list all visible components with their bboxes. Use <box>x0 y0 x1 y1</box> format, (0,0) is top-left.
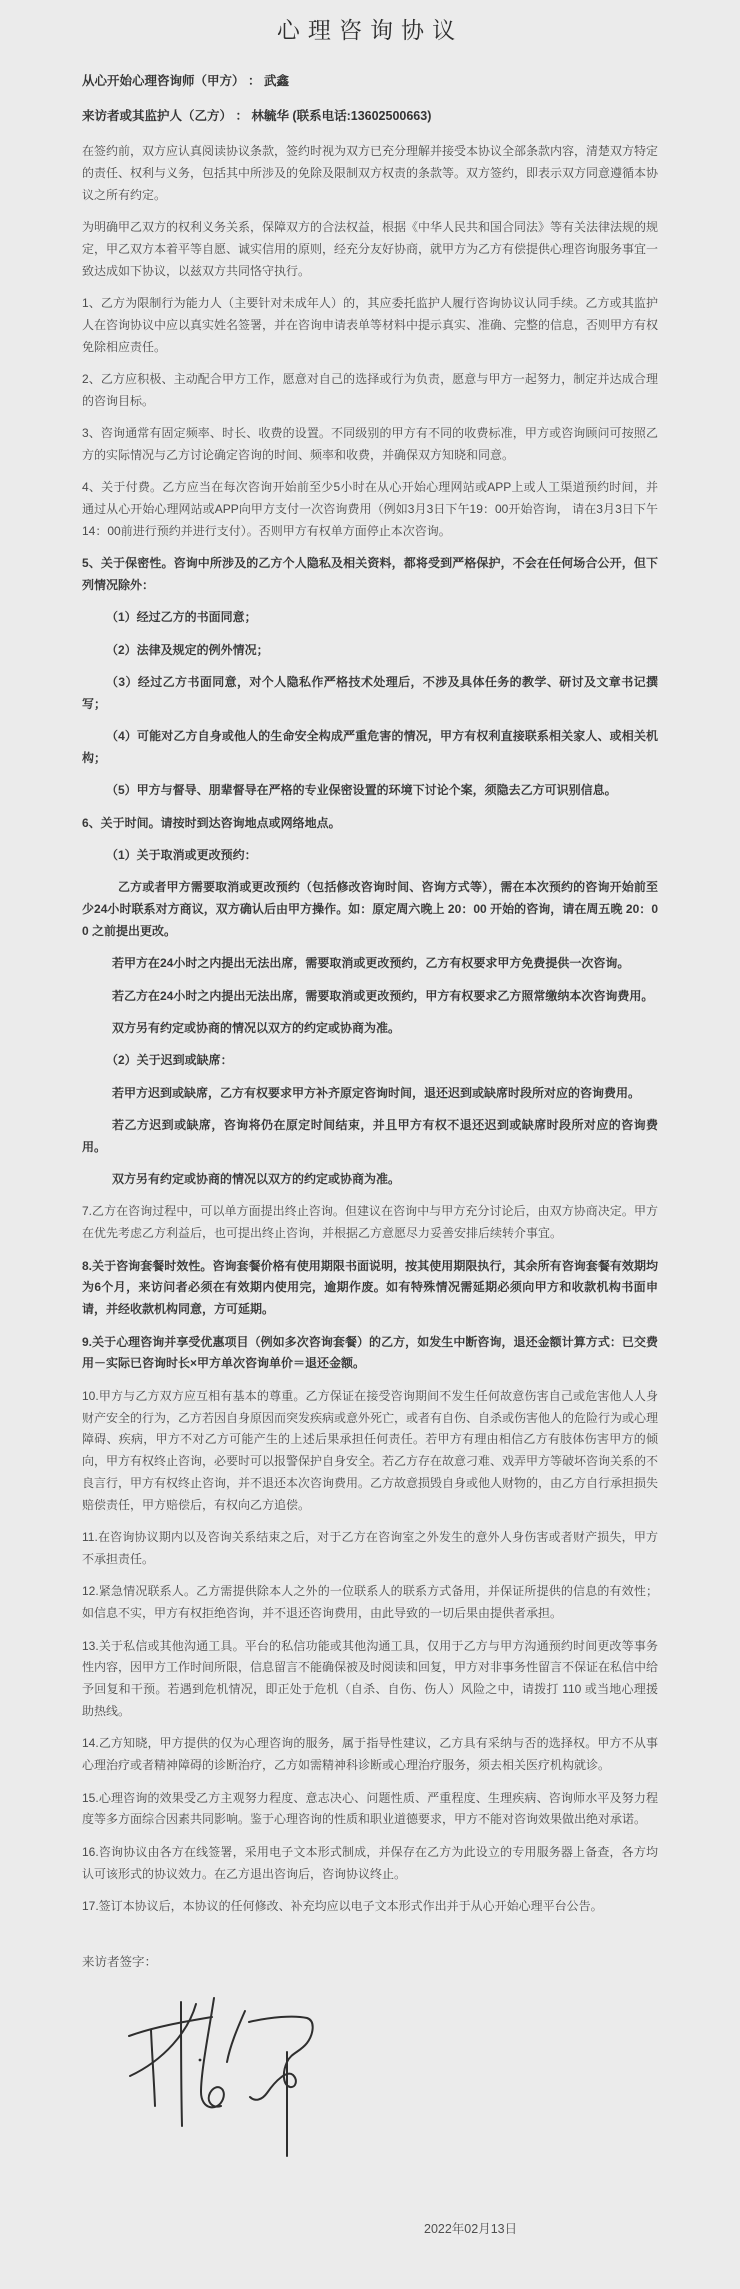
page-title: 心理咨询协议 <box>276 17 464 43</box>
agreement-paragraph: 7.乙方在咨询过程中，可以单方面提出终止咨询。但建议在咨询中与甲方充分讨论后，由双方协商决定。甲方在优先考虑乙方利益后，也可提出终止咨询，并根据乙方意愿尽力妥善安排后续转介事宜。 <box>82 1204 658 1241</box>
agreement-paragraph: 13.关于私信或其他沟通工具。平台的私信功能或其他沟通工具，仅用于乙方与甲方沟通预约时间更改等事务性内容，因甲方工作时间所限，信息留言不能确保被及时阅读和回复，甲方对非事务性留言不保证在私信中给予回复和干预。若遇到危机情况，即正处于危机（自杀、自伤、伤人）风险之中，请拨打 110 或当地心理援助热线。 <box>82 1638 659 1719</box>
agreement-paragraph: 若乙方在24小时之内提出无法出席，需要取消或更改预约，甲方有权要求乙方照常缴纳本次咨询费用。 <box>112 988 654 1003</box>
agreement-paragraph: 17.签订本协议后，本协议的任何修改、补充均应以电子文本形式作出并于从心开始心理平台公告。 <box>82 1898 603 1913</box>
agreement-paragraph: 为明确甲乙双方的权利义务关系，保障双方的合法权益，根据《中华人民共和国合同法》等有关法律法规的规定，甲乙双方本着平等自愿、诚实信用的原则，经充分友好协商，就甲方为乙方有偿提供心理咨询服务事宜一致达成如下协议，以兹双方共同恪守执行。 <box>82 219 659 278</box>
agreement-paragraph: 若乙方迟到或缺席，咨询将仍在原定时间结束，并且甲方有权不退还迟到或缺席时段所对应的咨询费用。 <box>82 1117 658 1154</box>
party-a-line: 从心开始心理咨询师（甲方） ： 武鑫 <box>82 74 289 88</box>
agreement-paragraph: 14.乙方知晓，甲方提供的仅为心理咨询的服务，属于指导性建议，乙方具有采纳与否的选择权。甲方不从事心理治疗或者精神障碍的诊断治疗，乙方如需精神科诊断或心理治疗服务，须去相关医疗机构就诊。 <box>82 1736 658 1773</box>
agreement-paragraph: 8.关于咨询套餐时效性。咨询套餐价格有使用期限书面说明，按其使用期限执行，其余所有咨询套餐有效期均为6个月，来访问者必须在有效期内使用完，逾期作废。如有特殊情况需延期必须向甲方和收款机构书面申请，并经收款机构同意，方可延期。 <box>82 1258 658 1317</box>
agreement-paragraph: （2）关于迟到或缺席： <box>106 1053 233 1068</box>
agreement-paragraph: （4）可能对乙方自身或他人的生命安全构成严重危害的情况，甲方有权利直接联系相关家人、或相关机构； <box>82 729 658 766</box>
agreement-paragraph: 1、乙方为限制行为能力人（主要针对未成年人）的，其应委托监护人履行咨询协议认同手续。乙方或其监护人在咨询协议中应以真实姓名签署，并在咨询申请表单等材料中提示真实、准确、完整的信息，否则甲方有权免除相应责任。 <box>82 295 659 354</box>
agreement-paragraph: 9.关于心理咨询并享受优惠项目（例如多次咨询套餐）的乙方，如发生中断咨询，退还金额计算方式：已交费用－实际已咨询时长×甲方单次咨询单价＝退还金额。 <box>82 1334 658 1371</box>
agreement-paragraph: （1）经过乙方的书面同意； <box>106 610 257 625</box>
agreement-paragraph: （2）法律及规定的例外情况； <box>106 642 269 657</box>
agreement-paragraph: 若甲方在24小时之内提出无法出席，需要取消或更改预约，乙方有权要求甲方免费提供一次咨询。 <box>112 956 630 971</box>
agreement-paragraph: 15.心理咨询的效果受乙方主观努力程度、意志决心、问题性质、严重程度、生理疾病、咨询师水平及努力程度等多方面综合因素共同影响。鉴于心理咨询的性质和职业道德要求，甲方不能对咨询效果做出绝对承诺。 <box>82 1790 658 1827</box>
agreement-paragraph: 16.咨询协议由各方在线签署，采用电子文本形式制成，并保存在乙方为此设立的专用服务器上备查，各方均认可该形式的协议效力。在乙方退出咨询后，咨询协议终止。 <box>82 1844 658 1881</box>
agreement-paragraph: 乙方或者甲方需要取消或更改预约（包括修改咨询时间、咨询方式等），需在本次预约的咨询开始前至少24小时联系对方商议，双方确认后由甲方操作。如：原定周六晚上 20：00 开始的咨询，请在周五晚 20：00 之前提出更改。 <box>82 880 658 939</box>
agreement-paragraph: 双方另有约定或协商的情况以双方的约定或协商为准。 <box>112 1172 401 1187</box>
signing-date: 2022年02月13日 <box>424 2221 518 2236</box>
agreement-paragraph: 3、咨询通常有固定频率、时长、收费的设置。不同级别的甲方有不同的收费标准，甲方或咨询顾问可按照乙方的实际情况与乙方讨论确定咨询的时间、频率和收费，并确保双方知晓和同意。 <box>82 426 658 462</box>
agreement-paragraph: 2、乙方应积极、主动配合甲方工作，愿意对自己的选择或行为负责，愿意与甲方一起努力，制定并达成合理的咨询目标。 <box>82 371 658 408</box>
agreement-paragraph: 若甲方迟到或缺席，乙方有权要求甲方补齐原定咨询时间，退还迟到或缺席时段所对应的咨询费用。 <box>112 1085 641 1100</box>
agreement-paragraph: 11.在咨询协议期内以及咨询关系结束之后，对于乙方在咨询室之外发生的意外人身伤害或者财产损失，甲方不承担责任。 <box>82 1530 658 1567</box>
handwritten-signature <box>124 1996 324 2171</box>
agreement-paragraph: 6、关于时间。请按时到达咨询地点或网络地点。 <box>82 815 341 830</box>
agreement-body <box>82 141 658 1918</box>
party-b-line: 来访者或其监护人（乙方） ： 林毓华 (联系电话:13602500663) <box>82 109 432 123</box>
signature-area <box>124 1996 324 2171</box>
agreement-paragraph: 10.甲方与乙方双方应互相有基本的尊重。乙方保证在接受咨询期间不发生任何故意伤害自己或危害他人人身财产安全的行为，乙方若因自身原因而突发疾病或意外死亡，或者有自伤、自杀或伤害他人的危险行为或心理障碍、疾病，甲方不对乙方可能产生的上述后果承担任何责任。若甲方有理由相信乙方有肢体伤害甲方的倾向，甲方有权终止咨询，必要时可以报警保护自身安全。若乙方存在故意刁难、戏弄甲方等破坏咨询关系的不良言行，甲方有权终止咨询，并不退还本次咨询费用。乙方故意损毁自身或他人财物的，由乙方自行承担损失赔偿责任，甲方赔偿后，有权向乙方追偿。 <box>82 1388 659 1512</box>
agreement-paragraph: 在签约前，双方应认真阅读协议条款，签约时视为双方已充分理解并接受本协议全部条款内容，清楚双方特定的责任、权利与义务，包括其中所涉及的免除及限制双方权责的条款等。双方签约，即表示双方同意遵循本协议之所有约定。 <box>82 144 659 202</box>
agreement-paragraph: （1）关于取消或更改预约： <box>106 848 257 863</box>
agreement-paragraph: 12.紧急情况联系人。乙方需提供除本人之外的一位联系人的联系方式备用，并保证所提供的信息的有效性；如信息不实，甲方有权拒绝咨询，并不退还咨询费用，由此导致的一切后果由提供者承担。 <box>82 1584 658 1621</box>
agreement-paragraph: （5）甲方与督导、朋辈督导在严格的专业保密设置的环境下讨论个案，须隐去乙方可识别信息。 <box>106 783 617 798</box>
agreement-paragraph: （3）经过乙方书面同意，对个人隐私作严格技术处理后，不涉及具体任务的教学、研讨及文章书记撰写； <box>82 675 658 711</box>
agreement-paragraph: 4、关于付费。乙方应当在每次咨询开始前至少5小时在从心开始心理网站或APP上或人工渠道预约时间，并通过从心开始心理网站或APP向甲方支付一次咨询费用（例如3月3日下午19：00开始咨询， 请在3月3日下午14：00前进行预约并进行支付）。否则甲方有权单方面停止本次咨询。 <box>82 480 658 538</box>
agreement-paragraph: 5、关于保密性。咨询中所涉及的乙方个人隐私及相关资料，都将受到严格保护，不会在任何场合公开，但下列情况除外： <box>82 556 658 593</box>
agreement-paragraph: 双方另有约定或协商的情况以双方的约定或协商为准。 <box>112 1021 401 1035</box>
signature-label: 来访者签字： <box>82 1954 158 1969</box>
